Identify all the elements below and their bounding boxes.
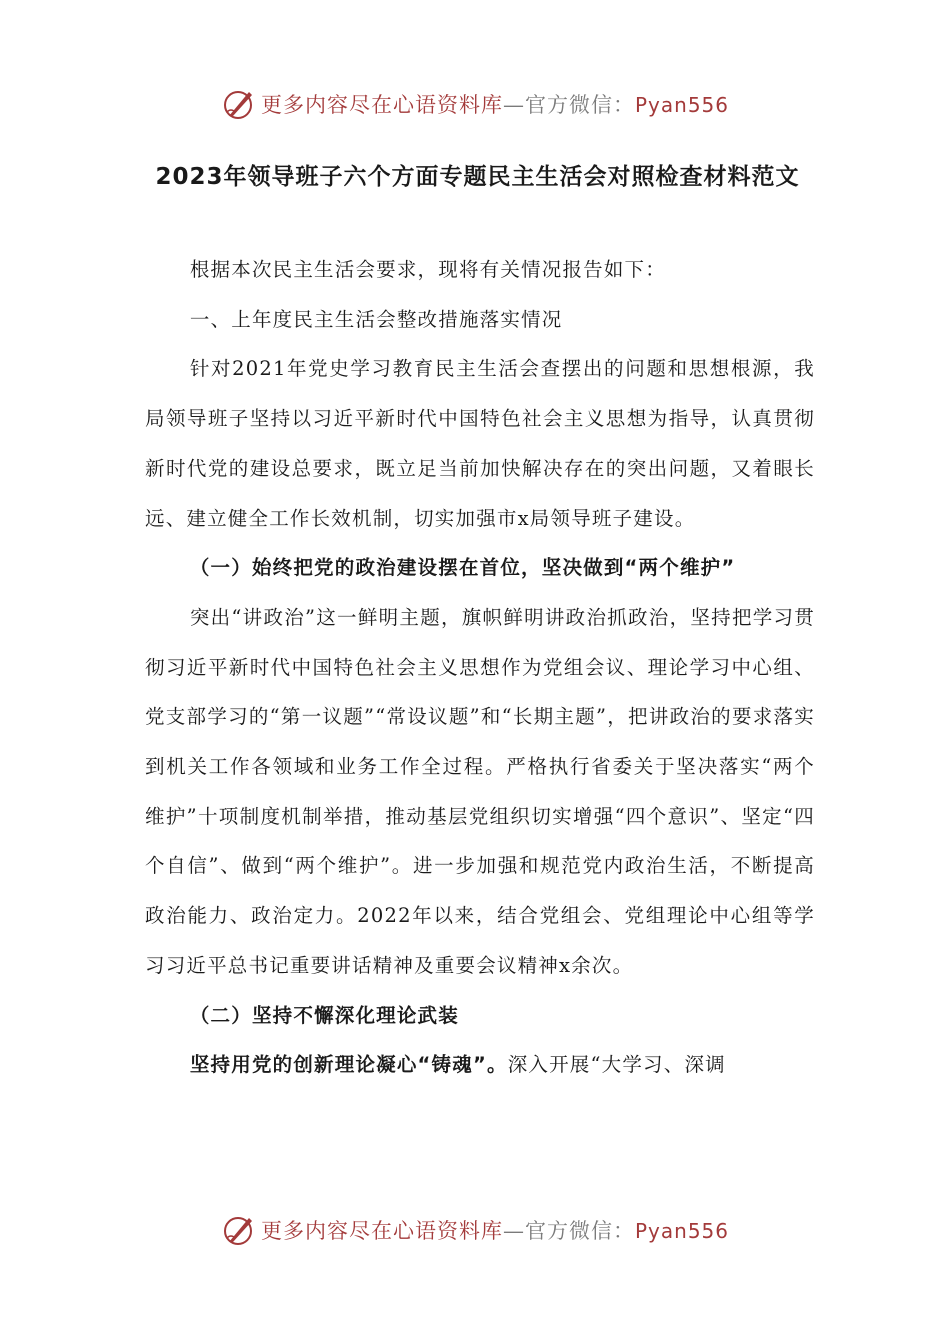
watermark-bottom — [0, 1208, 950, 1252]
watermark-wechat-label: 官方微信： — [524, 93, 635, 117]
watermark-top — [0, 82, 950, 126]
quill-logo-icon — [221, 1212, 257, 1248]
subsection2-lead: 坚持用党的创新理论凝心“铸魂”。 — [189, 1053, 508, 1077]
quill-logo-icon — [221, 86, 257, 122]
subsection2-text: 深入开展“大学习、深调 — [507, 1053, 726, 1077]
intro-paragraph: 根据本次民主生活会要求，现将有关情况报告如下： — [189, 258, 666, 281]
subsection1-heading: （一）始终把党的政治建设摆在首位，坚决做到“两个维护” — [189, 556, 736, 580]
watermark-wechat-label: 官方微信： — [524, 1219, 635, 1243]
watermark-dash: — — [502, 1219, 525, 1243]
subsection2-heading: （二）坚持不懈深化理论武装 — [189, 1003, 459, 1027]
subsection1-paragraph: 突出“讲政治”这一鲜明主题，旗帜鲜明讲政治抓政治，坚持把学习贯彻习近平新时代中国特色社会主义思想作为党组会议、理论学习中心组、党支部学习的“第一议题”“常设议题”和“长期主题”，把讲政治的要求落实到机关工作各领域和业务工作全过程。严格执行省委关于坚决落实“两个维护”十项制度机制举措，推动基层党组织切实增强“四个意识”、坚定“四个自信”、做到“两个维护”。进一步加强和规范党内政治生活，不断提高政治能力、政治定力。2022年以来，结合党组会、党组理论中心组等学习习近平总书记重要讲话精神及重要会议精神x余次。 — [145, 605, 815, 977]
watermark-brand: 更多内容尽在心语资料库 — [260, 93, 503, 117]
watermark-dash: — — [502, 93, 525, 117]
watermark-wechat-id: Pyan556 — [634, 93, 729, 117]
section1-heading: 一、上年度民主生活会整改措施落实情况 — [189, 307, 563, 331]
section1-paragraph: 针对2021年党史学习教育民主生活会查摆出的问题和思想根源，我局领导班子坚持以习近平新时代中国特色社会主义思想为指导，认真贯彻新时代党的建设总要求，既立足当前加快解决存在的突出问题，又着眼长远、建立健全工作长效机制，切实加强市x局领导班子建设。 — [145, 357, 815, 530]
watermark-brand: 更多内容尽在心语资料库 — [260, 1219, 503, 1243]
subsection2-paragraph — [145, 1040, 815, 1090]
watermark-wechat-id: Pyan556 — [634, 1219, 729, 1243]
document-body — [145, 245, 815, 1090]
document-title: 2023年领导班子六个方面专题民主生活会对照检查材料范文 — [155, 164, 800, 190]
